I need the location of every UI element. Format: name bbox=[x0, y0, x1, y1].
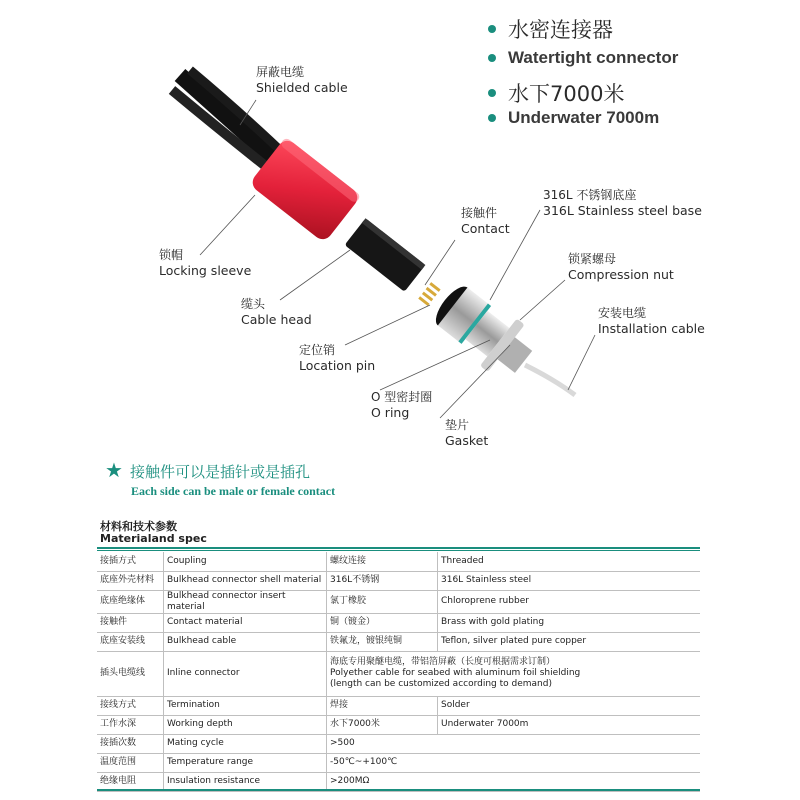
row-label-cn: 温度范围 bbox=[97, 753, 164, 772]
row-label-cn: 接插次数 bbox=[97, 734, 164, 753]
row-value-en: 316L Stainless steel bbox=[438, 571, 701, 590]
spec-title-cn: 材料和技术参数 bbox=[100, 520, 177, 533]
spec-top-rule-thin bbox=[97, 550, 700, 551]
callout-cn: 屏蔽电缆 bbox=[256, 65, 305, 79]
callout-cn: 接触件 bbox=[461, 206, 498, 220]
table-row bbox=[97, 734, 700, 753]
row-value-cn: 氯丁橡胶 bbox=[327, 590, 438, 613]
row-value-cn: 316L不锈钢 bbox=[327, 571, 438, 590]
callout-location-pin bbox=[299, 342, 375, 374]
row-label-en: Temperature range bbox=[164, 753, 327, 772]
row-value-line-2: Polyether cable for seabed with aluminum foil shielding bbox=[330, 668, 581, 678]
callout-en: O ring bbox=[371, 405, 410, 420]
callout-locking-sleeve bbox=[159, 247, 251, 279]
spec-table bbox=[97, 552, 700, 792]
row-label-en: Termination bbox=[164, 696, 327, 715]
table-row bbox=[97, 651, 700, 696]
table-row bbox=[97, 613, 700, 632]
row-label-cn: 插头电缆线 bbox=[97, 651, 164, 696]
callout-en: 316L Stainless steel base bbox=[543, 203, 702, 218]
callout-cn: 锁紧螺母 bbox=[568, 252, 617, 266]
row-value-en: Threaded bbox=[438, 552, 701, 571]
row-label-en: Insulation resistance bbox=[164, 772, 327, 791]
callout-en: Gasket bbox=[445, 433, 489, 448]
header-en-depth: Underwater 7000m bbox=[508, 108, 660, 127]
note-cn: 接触件可以是插针或是插孔 bbox=[130, 463, 311, 481]
row-label-cn: 绝缘电阻 bbox=[97, 772, 164, 791]
callout-en: Shielded cable bbox=[256, 80, 348, 95]
spec-title-en: Materialand spec bbox=[100, 532, 207, 545]
row-label-en: Coupling bbox=[164, 552, 327, 571]
row-value-en: Underwater 7000m bbox=[438, 715, 701, 734]
row-value-cn: >200MΩ bbox=[327, 772, 701, 791]
table-row bbox=[97, 715, 700, 734]
row-label-en: Contact material bbox=[164, 613, 327, 632]
row-value-cn: 水下7000米 bbox=[327, 715, 438, 734]
installation-cable-shape bbox=[525, 365, 575, 395]
row-label-en: Inline connector bbox=[164, 651, 327, 696]
callout-en: Cable head bbox=[241, 312, 312, 327]
spec-bottom-rule bbox=[97, 789, 700, 791]
callout-compression-nut bbox=[568, 251, 674, 283]
row-label-cn: 底座外壳材料 bbox=[97, 571, 164, 590]
row-value-cn: 焊接 bbox=[327, 696, 438, 715]
callout-cable-head bbox=[241, 296, 312, 328]
bulkhead-base-shape bbox=[426, 277, 542, 386]
callout-cn: O 型密封圈 bbox=[371, 390, 433, 404]
callout-cn: 316L 不锈钢底座 bbox=[543, 188, 637, 202]
header-en-title: Watertight connector bbox=[508, 48, 679, 67]
note-en: Each side can be male or female contact bbox=[131, 484, 336, 498]
contact-pins-shape bbox=[418, 282, 440, 306]
callout-en: Locking sleeve bbox=[159, 263, 252, 278]
table-row bbox=[97, 552, 700, 571]
callout-en: Compression nut bbox=[568, 267, 674, 282]
callout-cn: 缆头 bbox=[241, 297, 266, 311]
callout-cn: 定位销 bbox=[299, 343, 336, 357]
row-value-cn: >500 bbox=[327, 734, 701, 753]
table-row bbox=[97, 632, 700, 651]
table-row bbox=[97, 753, 700, 772]
row-label-cn: 工作水深 bbox=[97, 715, 164, 734]
row-value-en: Solder bbox=[438, 696, 701, 715]
row-label-en: Working depth bbox=[164, 715, 327, 734]
callout-steel-base bbox=[543, 187, 702, 219]
table-row bbox=[97, 590, 700, 613]
row-label-cn: 接插方式 bbox=[97, 552, 164, 571]
row-value-cn: 铜（镀金） bbox=[327, 613, 438, 632]
callout-cn: 安装电缆 bbox=[598, 306, 647, 320]
row-value-en: Chloroprene rubber bbox=[438, 590, 701, 613]
row-value-line-3: (length can be customized according to demand) bbox=[330, 679, 552, 689]
row-label-en: Mating cycle bbox=[164, 734, 327, 753]
callout-installation-cable bbox=[598, 305, 705, 337]
row-label-cn: 底座绝缘体 bbox=[97, 590, 164, 613]
callout-o-ring bbox=[371, 389, 432, 421]
row-label-en: Bulkhead connector insert material bbox=[164, 590, 327, 613]
callout-en: Contact bbox=[461, 221, 510, 236]
row-value-en: Teflon, silver plated pure copper bbox=[438, 632, 701, 651]
row-value-cn: -50℃~+100℃ bbox=[327, 753, 701, 772]
star-icon: ★ bbox=[105, 458, 123, 482]
row-label-cn: 底座安装线 bbox=[97, 632, 164, 651]
row-value-en: Brass with gold plating bbox=[438, 613, 701, 632]
callout-cn: 垫片 bbox=[445, 418, 470, 432]
row-label-cn: 接触件 bbox=[97, 613, 164, 632]
row-label-en: Bulkhead connector shell material bbox=[164, 571, 327, 590]
row-value-line-1: 海底专用聚醚电缆，带铝箔屏蔽（长度可根据需求订制） bbox=[330, 657, 556, 667]
table-row bbox=[97, 571, 700, 590]
spec-top-rule bbox=[97, 547, 700, 549]
callout-en: Installation cable bbox=[598, 321, 705, 336]
callout-en: Location pin bbox=[299, 358, 376, 373]
callout-shielded-cable bbox=[256, 64, 348, 96]
table-row bbox=[97, 696, 700, 715]
row-value-cn: 铁氟龙，镀银纯铜 bbox=[327, 632, 438, 651]
row-label-en: Bulkhead cable bbox=[164, 632, 327, 651]
callout-gasket bbox=[445, 417, 488, 449]
header-cn-title: 水密连接器 bbox=[508, 18, 613, 42]
header-cn-depth: 水下7000米 bbox=[508, 82, 625, 106]
row-value-cn: 螺纹连接 bbox=[327, 552, 438, 571]
callout-contact bbox=[461, 205, 510, 237]
row-label-cn: 接线方式 bbox=[97, 696, 164, 715]
cable-head-shape bbox=[345, 218, 426, 292]
callout-cn: 锁帽 bbox=[159, 248, 184, 262]
row-value-multiline bbox=[327, 651, 701, 696]
